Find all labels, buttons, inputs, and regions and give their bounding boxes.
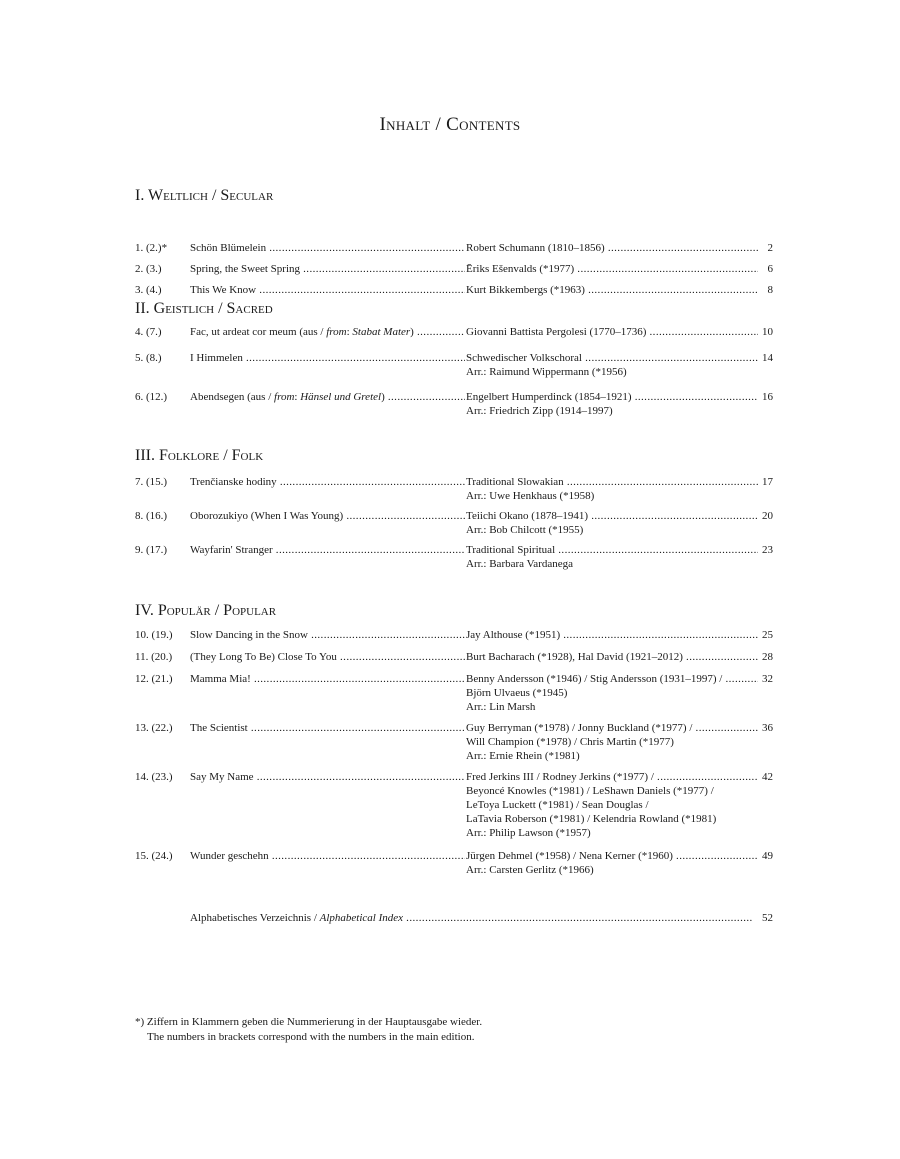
entry-title: I Himmelen .....: [190, 351, 465, 365]
entry-credit: Björn Ulvaeus (*1945): [466, 687, 568, 699]
entry-page: 6: [767, 263, 773, 275]
entry-composer: Kurt Bikkembergs (*1963) .....: [466, 283, 758, 297]
toc-entry[interactable]: [135, 325, 775, 339]
entry-number: 2. (3.): [135, 263, 162, 275]
entry-number: 6. (12.): [135, 391, 168, 403]
entry-composer: Guy Berryman (*1978) / Jonny Buckland (*1977) / .....: [466, 721, 758, 735]
toc-entry[interactable]: [135, 283, 775, 297]
entry-credit: Arr.: Uwe Henkhaus (*1958): [466, 490, 595, 502]
entry-composer: Engelbert Humperdinck (1854–1921) .....: [466, 390, 758, 404]
entry-composer: Schwedischer Volkschoral .....: [466, 351, 758, 365]
entry-number: 9. (17.): [135, 544, 168, 556]
toc-entry[interactable]: [135, 509, 775, 537]
entry-credit: LaTavia Roberson (*1981) / Kelendria Rowland (*1981): [466, 813, 717, 825]
entry-number: 10. (19.): [135, 629, 173, 641]
toc-entry[interactable]: [135, 475, 775, 503]
entry-page: 20: [762, 510, 773, 522]
entry-composer: Robert Schumann (1810–1856) .....: [466, 241, 758, 255]
entry-number: 12. (21.): [135, 673, 173, 685]
entry-page: 49: [762, 850, 773, 862]
entry-credit: Arr.: Raimund Wippermann (*1956): [466, 366, 627, 378]
entry-title: The Scientist .....: [190, 721, 465, 735]
entry-number: 5. (8.): [135, 352, 162, 364]
entry-title: Slow Dancing in the Snow .....: [190, 628, 465, 642]
entry-credit: Will Champion (*1978) / Chris Martin (*1977): [466, 736, 674, 748]
toc-entry[interactable]: [135, 721, 775, 763]
index-label: [190, 911, 752, 925]
toc-entry[interactable]: [135, 628, 775, 642]
toc-section: [135, 299, 775, 417]
toc-entry[interactable]: [135, 849, 775, 877]
entry-number: 1. (2.)*: [135, 242, 168, 254]
entry-page: 14: [762, 352, 773, 364]
entry-page: 36: [762, 722, 773, 734]
entry-number: 8. (16.): [135, 510, 168, 522]
toc-entry[interactable]: [135, 543, 775, 571]
toc-entry[interactable]: [135, 770, 775, 840]
entry-credit: Arr.: Lin Marsh: [466, 701, 536, 713]
entry-title: Trenčianske hodiny .....: [190, 475, 465, 489]
entry-page: 2: [767, 242, 773, 254]
entry-composer: Burt Bacharach (*1928), Hal David (1921–2012) .....: [466, 650, 758, 664]
entry-page: 16: [762, 391, 773, 403]
footnote-en: The numbers in brackets correspond with the numbers in the main edition.: [147, 1031, 475, 1043]
entry-composer: Traditional Spiritual .....: [466, 543, 758, 557]
entry-credit: Arr.: Philip Lawson (*1957): [466, 827, 591, 839]
section-title: III. Folklore / Folk: [135, 447, 264, 464]
entry-title: Mamma Mia! .....: [190, 672, 465, 686]
entry-composer: Benny Andersson (*1946) / Stig Andersson (1931–1997) / .....: [466, 672, 758, 686]
entry-title: Spring, the Sweet Spring .....: [190, 262, 465, 276]
entry-number: 11. (20.): [135, 651, 173, 663]
entry-composer: Jay Althouse (*1951) .....: [466, 628, 758, 642]
entry-credit: Arr.: Friedrich Zipp (1914–1997): [466, 405, 613, 417]
entry-title: Schön Blümelein .....: [190, 241, 465, 255]
page-title: Inhalt / Contents: [379, 114, 521, 135]
entry-title: Wayfarin' Stranger .....: [190, 543, 465, 557]
entry-page: 10: [762, 326, 773, 338]
entry-title: Wunder geschehn .....: [190, 849, 465, 863]
section-title: IV. Populär / Popular: [135, 602, 277, 619]
entry-credit: LeToya Luckett (*1981) / Sean Douglas /: [466, 799, 649, 811]
entry-page: 23: [762, 544, 773, 556]
footnote: [135, 1015, 482, 1045]
section-title: II. Geistlich / Sacred: [135, 300, 273, 317]
toc-section: [135, 446, 775, 570]
entry-number: 3. (4.): [135, 284, 162, 296]
entry-credit: Beyoncé Knowles (*1981) / LeShawn Daniels (*1977) /: [466, 785, 714, 797]
entry-number: 4. (7.): [135, 326, 162, 338]
entry-page: 32: [762, 673, 773, 685]
index-label-de: Alphabetisches Verzeichnis /: [190, 912, 320, 924]
toc-entry[interactable]: [135, 351, 775, 379]
index-entry[interactable]: [190, 911, 773, 925]
index-page: 52: [762, 912, 773, 924]
entry-composer: Giovanni Battista Pergolesi (1770–1736) .....: [466, 325, 758, 339]
toc-entry[interactable]: [135, 650, 775, 664]
entry-credit: Arr.: Bob Chilcott (*1955): [466, 524, 584, 536]
entry-composer: Jürgen Dehmel (*1958) / Nena Kerner (*1960) .....: [466, 849, 758, 863]
entry-page: 8: [767, 284, 773, 296]
entry-page: 17: [762, 476, 773, 488]
entry-number: 15. (24.): [135, 850, 173, 862]
toc-entry[interactable]: [135, 672, 775, 714]
entry-page: 28: [762, 651, 773, 663]
entry-credit: Arr.: Barbara Vardanega: [466, 558, 573, 570]
entry-title: (They Long To Be) Close To You .....: [190, 650, 465, 664]
entry-composer: Ēriks Ešenvalds (*1977) .....: [466, 262, 758, 276]
toc-entry[interactable]: [135, 390, 775, 418]
index-label-en: Alphabetical Index: [319, 912, 404, 924]
entry-title: This We Know .....: [190, 283, 465, 297]
entry-number: 13. (22.): [135, 722, 173, 734]
entry-page: 25: [762, 629, 773, 641]
entry-page: 42: [762, 771, 773, 783]
entry-composer: Teiichi Okano (1878–1941) .....: [466, 509, 758, 523]
entry-title: Fac, ut ardeat cor meum (aus / from: Stabat Mater) .....: [190, 325, 465, 339]
entry-number: 7. (15.): [135, 476, 168, 488]
entry-title: Say My Name .....: [190, 770, 465, 784]
entry-title: Abendsegen (aus / from: Hänsel und Gretel) .....: [190, 390, 465, 404]
entry-composer: Traditional Slowakian .....: [466, 475, 758, 489]
entry-credit: Arr.: Carsten Gerlitz (*1966): [466, 864, 594, 876]
toc-section: [135, 601, 775, 876]
entry-number: 14. (23.): [135, 771, 173, 783]
entry-credit: Arr.: Ernie Rhein (*1981): [466, 750, 580, 762]
toc-entry[interactable]: [135, 241, 775, 255]
entry-composer: Fred Jerkins III / Rodney Jerkins (*1977) / .....: [466, 770, 758, 784]
footnote-de: *) Ziffern in Klammern geben die Nummerierung in der Hauptausgabe wieder.: [135, 1016, 483, 1028]
section-title: I. Weltlich / Secular: [135, 187, 274, 204]
entry-title: Oborozukiyo (When I Was Young) .....: [190, 509, 465, 523]
toc-entry[interactable]: [135, 262, 775, 276]
toc-section: [135, 186, 775, 296]
